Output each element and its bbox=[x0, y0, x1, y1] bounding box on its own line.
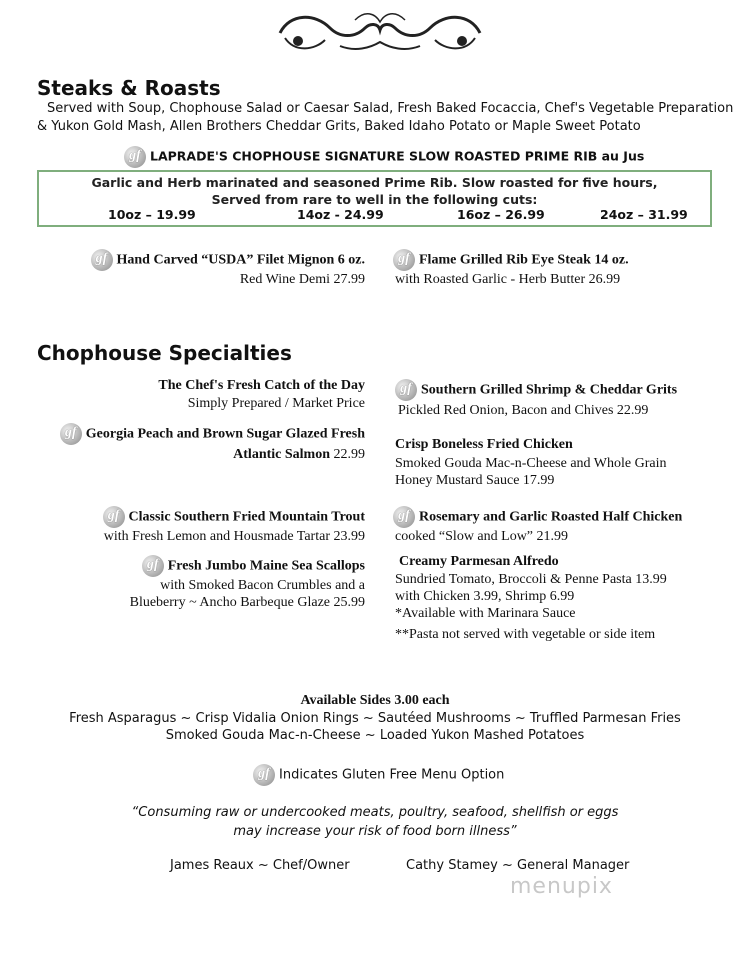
ribeye-title: Flame Grilled Rib Eye Steak 14 oz. bbox=[419, 252, 629, 268]
salmon-line2 bbox=[40, 445, 365, 463]
prime-rib-cut: 16oz – 26.99 bbox=[457, 207, 545, 222]
prime-rib-title: LAPRADE'S CHOPHOUSE SIGNATURE SLOW ROASTED PRIME RIB au Jus bbox=[150, 148, 645, 164]
gluten-free-icon: gf bbox=[103, 506, 125, 528]
sides-title: Available Sides 3.00 each bbox=[300, 693, 450, 708]
prime-rib-cut: 24oz – 31.99 bbox=[600, 207, 688, 222]
alfredo-desc-line4: **Pasta not served with vegetable or side item bbox=[395, 627, 656, 642]
fried-chicken-desc-line1: Smoked Gouda Mac-n-Cheese and Whole Grain bbox=[395, 456, 667, 471]
trout-desc: with Fresh Lemon and Housmade Tartar 23.99 bbox=[103, 529, 365, 544]
gluten-free-icon: gf bbox=[393, 249, 415, 271]
ribeye-desc: with Roasted Garlic - Herb Butter 26.99 bbox=[395, 272, 621, 287]
chef-signature: James Reaux ~ Chef/Owner bbox=[170, 858, 350, 873]
salmon-title-line1: Georgia Peach and Brown Sugar Glazed Fresh bbox=[85, 426, 365, 442]
trout-title-row bbox=[40, 506, 365, 528]
alfredo-title: Creamy Parmesan Alfredo bbox=[399, 554, 559, 569]
scallops-title-row bbox=[40, 555, 365, 577]
scallops-desc-line1: with Smoked Bacon Crumbles and a bbox=[160, 578, 365, 593]
steaks-heading: Steaks & Roasts bbox=[37, 76, 221, 100]
shrimp-title-row bbox=[395, 379, 677, 401]
alfredo-desc-line2: with Chicken 3.99, Shrimp 6.99 bbox=[395, 589, 575, 604]
ribeye-title-row bbox=[393, 249, 629, 271]
specialties-heading: Chophouse Specialties bbox=[37, 341, 292, 365]
gluten-free-icon: gf bbox=[124, 146, 146, 168]
steaks-intro-line1: Served with Soup, Chophouse Salad or Caesar Salad, Fresh Baked Focaccia, Chef's Vegetable Preparation bbox=[47, 101, 734, 116]
scallops-title: Fresh Jumbo Maine Sea Scallops bbox=[167, 558, 365, 574]
gluten-free-icon: gf bbox=[60, 423, 82, 445]
gluten-free-icon: gf bbox=[395, 379, 417, 401]
trout-title: Classic Southern Fried Mountain Trout bbox=[128, 509, 365, 525]
catch-title: The Chef's Fresh Catch of the Day bbox=[158, 378, 365, 393]
half-chicken-desc: cooked “Slow and Low” 21.99 bbox=[395, 529, 569, 544]
filet-desc: Red Wine Demi 27.99 bbox=[239, 272, 365, 287]
gluten-free-icon: gf bbox=[393, 506, 415, 528]
prime-rib-title-row bbox=[124, 146, 644, 168]
alfredo-desc-line1: Sundried Tomato, Broccoli & Penne Pasta 13.99 bbox=[395, 572, 667, 587]
gluten-free-icon: gf bbox=[142, 555, 164, 577]
sides-line2: Smoked Gouda Mac-n-Cheese ~ Loaded Yukon Mashed Potatoes bbox=[165, 728, 585, 743]
fried-chicken-title: Crisp Boneless Fried Chicken bbox=[395, 437, 573, 452]
gluten-free-icon: gf bbox=[253, 764, 275, 786]
sides-line1: Fresh Asparagus ~ Crisp Vidalia Onion Rings ~ Sautéed Mushrooms ~ Truffled Parmesan Fries bbox=[69, 711, 681, 726]
gluten-free-note: Indicates Gluten Free Menu Option bbox=[279, 767, 505, 783]
food-warning-line2: may increase your risk of food born illness” bbox=[233, 824, 517, 839]
half-chicken-title: Rosemary and Garlic Roasted Half Chicken bbox=[419, 509, 683, 525]
shrimp-desc: Pickled Red Onion, Bacon and Chives 22.99 bbox=[398, 403, 649, 418]
alfredo-desc-line3: *Available with Marinara Sauce bbox=[395, 606, 576, 621]
half-chicken-title-row bbox=[393, 506, 682, 528]
salmon-title-line2: Atlantic Salmon bbox=[233, 447, 330, 462]
filet-title: Hand Carved “USDA” Filet Mignon 6 oz. bbox=[116, 252, 365, 268]
salmon-title-row bbox=[40, 423, 365, 445]
shrimp-title: Southern Grilled Shrimp & Cheddar Grits bbox=[421, 382, 678, 398]
manager-signature: Cathy Stamey ~ General Manager bbox=[406, 858, 630, 873]
prime-rib-desc-line1: Garlic and Herb marinated and seasoned Prime Rib. Slow roasted for five hours, bbox=[91, 175, 658, 190]
catch-desc: Simply Prepared / Market Price bbox=[187, 396, 365, 411]
prime-rib-cut: 10oz – 19.99 bbox=[108, 207, 196, 222]
watermark: menupix bbox=[510, 874, 613, 899]
prime-rib-cut: 14oz - 24.99 bbox=[297, 207, 384, 222]
decorative-ornament-icon bbox=[270, 8, 490, 58]
food-warning-line1: “Consuming raw or undercooked meats, poultry, seafood, shellfish or eggs bbox=[131, 805, 619, 820]
scallops-desc-line2: Blueberry ~ Ancho Barbeque Glaze 25.99 bbox=[129, 595, 365, 610]
filet-title-row bbox=[60, 249, 365, 271]
gluten-free-icon: gf bbox=[91, 249, 113, 271]
prime-rib-desc-line2: Served from rare to well in the following cuts: bbox=[211, 192, 538, 207]
steaks-intro-line2: & Yukon Gold Mash, Allen Brothers Cheddar Grits, Baked Idaho Potato or Maple Sweet Potato bbox=[37, 119, 641, 134]
gluten-free-legend bbox=[253, 764, 504, 786]
salmon-price: 22.99 bbox=[330, 447, 365, 462]
fried-chicken-desc-line2: Honey Mustard Sauce 17.99 bbox=[395, 473, 555, 488]
